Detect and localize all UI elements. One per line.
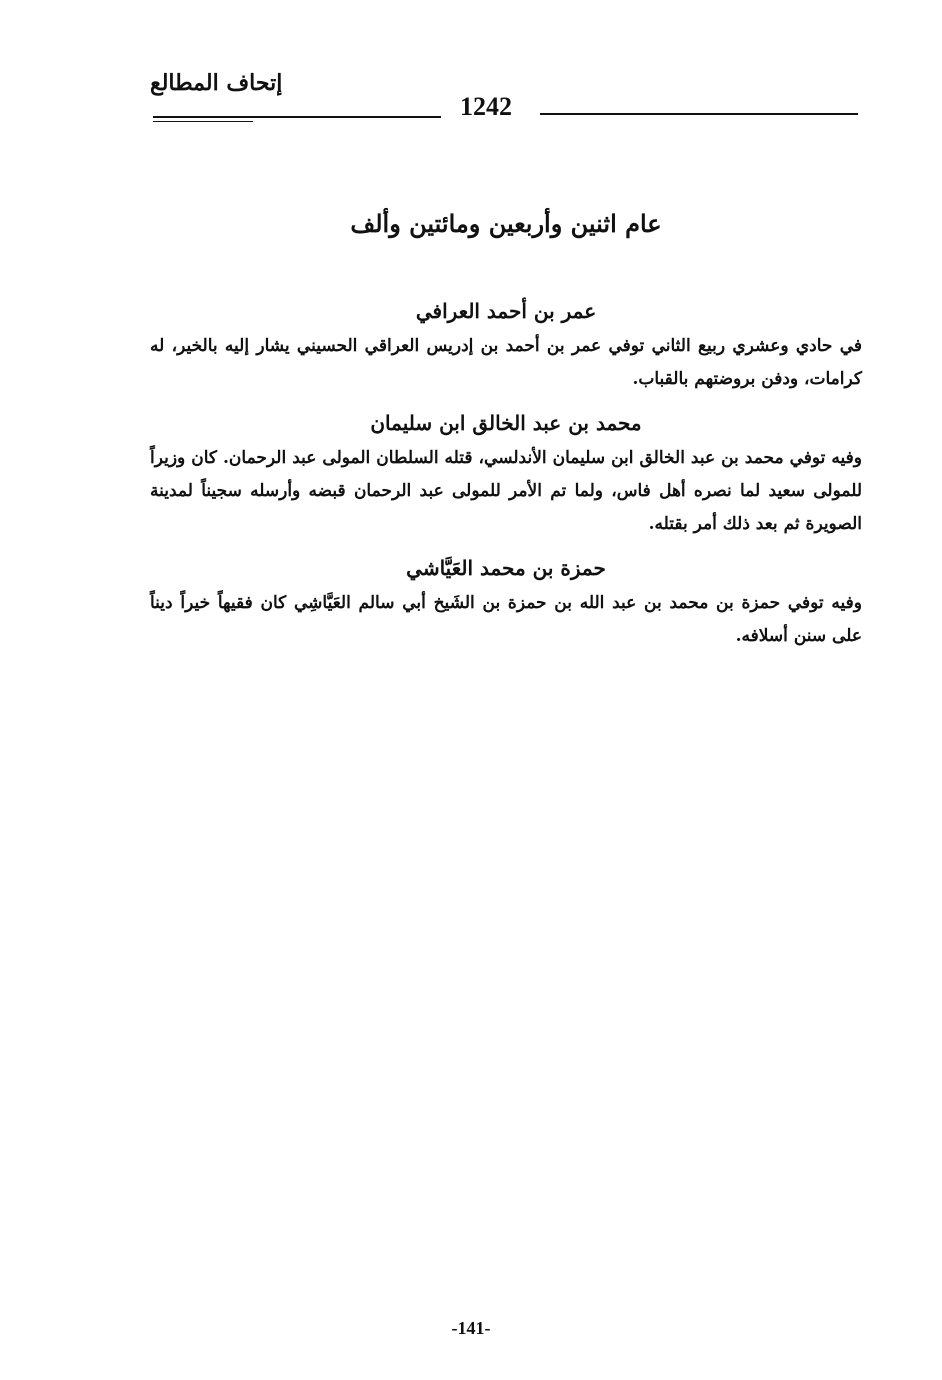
entry-text: في حادي وعشري ربيع الثاني توفي عمر بن أحمد بن إدريس العراقي الحسيني يشار إليه بالخير، له كرامات، ودفن بروضتهم بالقباب. [150,336,862,389]
entry [150,294,862,396]
section-title: عام اثنين وأربعين ومائتين وألف [350,209,662,238]
entry-text: وفيه توفي حمزة بن محمد بن عبد الله بن حمزة بن الشَيخ أبي سالم العَيَّاشِي كان فقيهاً خيراً ديناً على سنن أسلافه. [150,593,862,646]
entry-heading: عمر بن أحمد العرافي [415,299,597,323]
entry-heading: حمزة بن محمد العَيَّاشي [406,556,606,580]
header-rule-left [153,116,441,118]
entry [150,406,862,541]
header-title-underline [153,121,253,122]
running-header-title: إتحاف المطالع [150,70,283,96]
entry [150,551,862,653]
page-content [150,200,862,653]
entry-heading: محمد بن عبد الخالق ابن سليمان [370,411,642,435]
entry-text: وفيه توفي محمد بن عبد الخالق ابن سليمان الأندلسي، قتله السلطان المولى عبد الرحمان. كان وزيراً للمولى سعيد لما نصره أهل فاس، ولما تم الأمر للمولى عبد الرحمان قبضه وأرسله سجيناً لمدينة الصويرة ثم بعد ذلك أمر بقتله. [150,448,862,534]
header-rule-right [540,113,858,115]
page-number: -141- [451,1318,491,1338]
header-year: 1242 [460,92,512,121]
